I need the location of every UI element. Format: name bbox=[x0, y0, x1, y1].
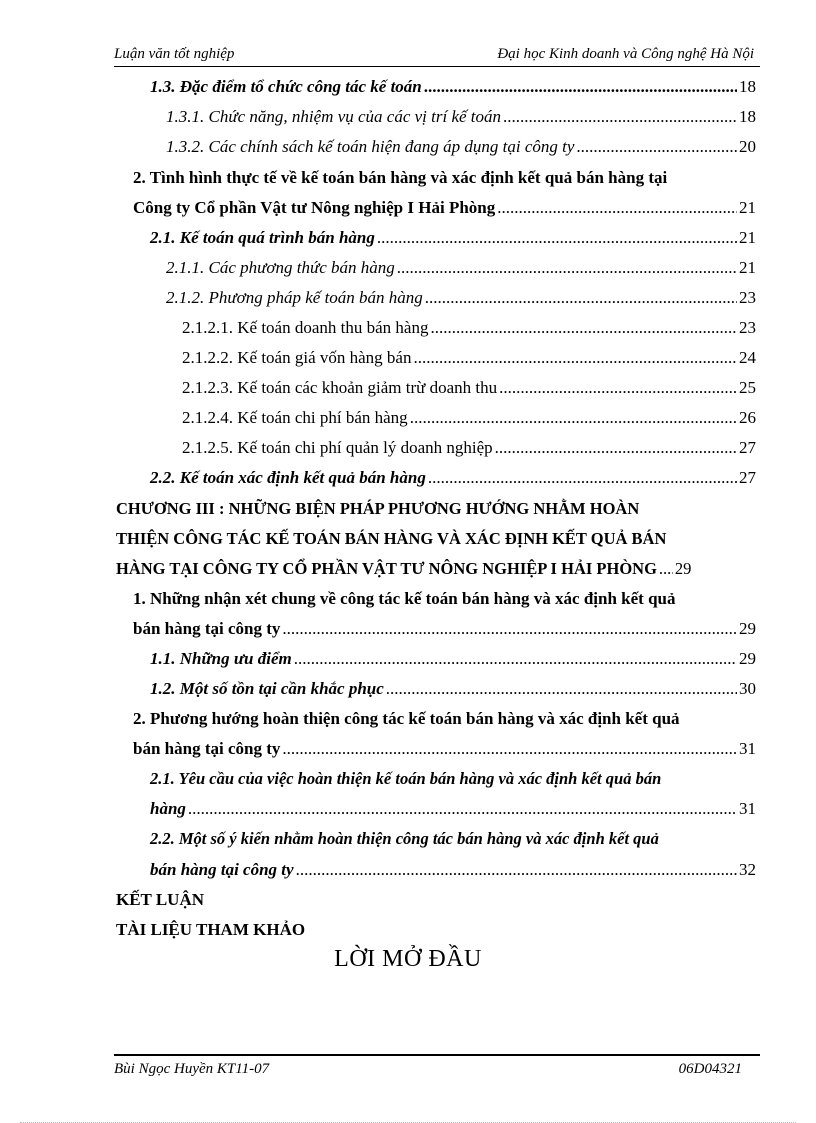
toc-entry[interactable] bbox=[182, 313, 756, 343]
toc-entry-page: 32 bbox=[739, 860, 756, 879]
toc-entry-page: 20 bbox=[739, 137, 756, 156]
toc-entry[interactable] bbox=[166, 283, 756, 313]
toc-entry-text: bán hàng tại công ty bbox=[150, 860, 294, 879]
toc-entry[interactable] bbox=[133, 193, 756, 223]
toc-entry-text: 1.3. Đặc điểm tổ chức công tác kế toán bbox=[150, 77, 422, 96]
toc-entry-requirements-line1[interactable]: 2.1. Yêu cầu của việc hoàn thiện kế toán bán hàng và xác định kết quả bán bbox=[150, 769, 662, 788]
toc-entry-text: 2.1.1. Các phương thức bán hàng bbox=[166, 258, 395, 277]
toc-entry[interactable] bbox=[150, 855, 756, 885]
toc-entry-page: 29 bbox=[739, 649, 756, 668]
toc-entry-remarks-line1[interactable]: 1. Những nhận xét chung về công tác kế toán bán hàng và xác định kết quả bbox=[133, 589, 676, 608]
toc-entry[interactable] bbox=[182, 403, 756, 433]
toc-chapter-3-line2[interactable]: THIỆN CÔNG TÁC KẾ TOÁN BÁN HÀNG VÀ XÁC ĐỊNH KẾT QUẢ BÁN bbox=[116, 529, 667, 548]
toc-entry-page: 21 bbox=[739, 198, 756, 217]
toc-entry[interactable] bbox=[166, 132, 756, 162]
toc-entry[interactable] bbox=[182, 433, 756, 463]
toc-entry[interactable] bbox=[133, 614, 756, 644]
toc-entry-text: 2.1. Kế toán quá trình bán hàng bbox=[150, 228, 375, 247]
toc-entry-page: 26 bbox=[739, 408, 756, 427]
toc-entry-text: 1.2. Một số tồn tại cần khắc phục bbox=[150, 679, 384, 698]
toc-entry-page: 21 bbox=[739, 258, 756, 277]
toc-entry-page: 29 bbox=[674, 559, 692, 578]
toc-entry-page: 31 bbox=[739, 739, 756, 758]
toc-entry-suggestions-line1[interactable]: 2.2. Một số ý kiến nhằm hoàn thiện công tác bán hàng và xác định kết quả bbox=[150, 829, 659, 848]
toc-entry[interactable] bbox=[150, 72, 756, 102]
toc-entry-page: 21 bbox=[739, 228, 756, 247]
toc-entry[interactable] bbox=[182, 373, 756, 403]
toc-entry-page: 27 bbox=[739, 468, 756, 487]
toc-conclusion[interactable]: KẾT LUẬN bbox=[116, 890, 205, 909]
toc-entry-page: 29 bbox=[739, 619, 756, 638]
footer-author: Bùi Ngọc Huyền KT11-07 bbox=[114, 1061, 270, 1077]
toc-chapter-3-line1[interactable]: CHƯƠNG III : NHỮNG BIỆN PHÁP PHƯƠNG HƯỚNG NHẰM HOÀN bbox=[116, 499, 640, 518]
toc-entry-text: Công ty Cổ phần Vật tư Nông nghiệp I Hải Phòng bbox=[133, 198, 496, 217]
toc-entry-text: 2.1.2.2. Kế toán giá vốn hàng bán bbox=[182, 348, 412, 367]
toc-entry-section-2-line1[interactable]: 2. Tình hình thực tế về kế toán bán hàng và xác định kết quả bán hàng tại bbox=[133, 168, 668, 187]
toc-entry-page: 23 bbox=[739, 288, 756, 307]
toc-entry[interactable] bbox=[182, 343, 756, 373]
toc-entry-text: 2.1.2.3. Kế toán các khoản giảm trừ doanh thu bbox=[182, 378, 498, 397]
toc-entry-page: 18 bbox=[739, 107, 756, 126]
toc-entry-text: 2.1.2.1. Kế toán doanh thu bán hàng bbox=[182, 318, 429, 337]
toc-entry-text: HÀNG TẠI CÔNG TY CỔ PHẦN VẬT TƯ NÔNG NGHIỆP I HẢI PHÒNG bbox=[116, 559, 657, 578]
toc-entry[interactable] bbox=[150, 794, 756, 824]
toc-entry-text: 2.1.2.4. Kế toán chi phí bán hàng bbox=[182, 408, 408, 427]
toc-entry[interactable] bbox=[150, 463, 756, 493]
toc-entry-text: bán hàng tại công ty bbox=[133, 619, 281, 638]
toc-entry-text: 2.1.2. Phương pháp kế toán bán hàng bbox=[166, 288, 423, 307]
toc-entry[interactable] bbox=[150, 223, 756, 253]
toc-entry-text: hàng bbox=[150, 799, 186, 818]
toc-entry-page: 25 bbox=[739, 378, 756, 397]
toc-entry-direction-line1[interactable]: 2. Phương hướng hoàn thiện công tác kế toán bán hàng và xác định kết quả bbox=[133, 709, 680, 728]
section-title: LỜI MỞ ĐẦU bbox=[334, 946, 482, 972]
toc-entry-text: 2.1.2.5. Kế toán chi phí quản lý doanh nghiệp bbox=[182, 438, 493, 457]
toc-entry-text: 1.1. Những ưu điểm bbox=[150, 649, 292, 668]
toc-entry[interactable] bbox=[150, 674, 756, 704]
toc-entry-page: 27 bbox=[739, 438, 756, 457]
page-header bbox=[114, 44, 760, 67]
toc-entry-page: 31 bbox=[739, 799, 756, 818]
toc-entry-text: 2.2. Kế toán xác định kết quả bán hàng bbox=[150, 468, 426, 487]
page-footer bbox=[114, 1054, 760, 1080]
toc-entry[interactable] bbox=[166, 253, 756, 283]
toc-entry[interactable] bbox=[116, 554, 767, 584]
header-university-name: Đại học Kinh doanh và Công nghệ Hà Nội bbox=[497, 46, 754, 62]
toc-entry-page: 18 bbox=[739, 77, 756, 96]
footer-student-id: 06D04321 bbox=[678, 1061, 742, 1077]
toc-entry-page: 24 bbox=[739, 348, 756, 367]
toc-entry[interactable] bbox=[150, 644, 756, 674]
toc-entry[interactable] bbox=[166, 102, 756, 132]
toc-entry-text: 1.3.1. Chức năng, nhiệm vụ của các vị trí kế toán bbox=[166, 107, 502, 126]
toc-entry-text: 1.3.2. Các chính sách kế toán hiện đang áp dụng tại công ty bbox=[166, 137, 575, 156]
header-thesis-label: Luận văn tốt nghiệp bbox=[114, 46, 235, 62]
toc-entry-page: 23 bbox=[739, 318, 756, 337]
toc-references[interactable]: TÀI LIỆU THAM KHẢO bbox=[116, 920, 306, 939]
toc-entry-page: 30 bbox=[739, 679, 756, 698]
toc-entry-text: bán hàng tại công ty bbox=[133, 739, 281, 758]
toc-entry[interactable] bbox=[133, 734, 756, 764]
